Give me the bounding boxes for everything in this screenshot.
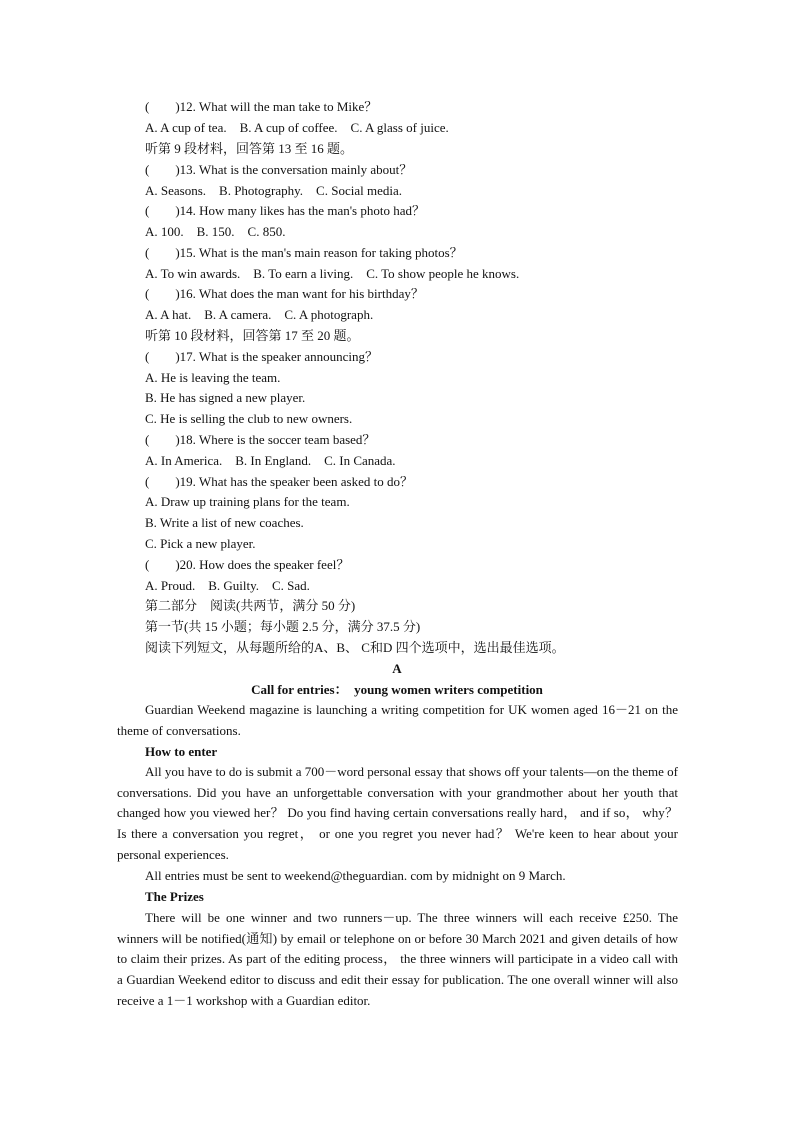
question-17-option-a: A. He is leaving the team. [145, 370, 281, 385]
passage-label: A [392, 661, 402, 676]
how-to-enter-heading: How to enter [145, 744, 218, 759]
prizes-heading: The Prizes [145, 889, 204, 904]
question-20-options: A. Proud. B. Guilty. C. Sad. [145, 578, 310, 593]
question-12-options: A. A cup of tea. B. A cup of coffee. C. A glass of juice. [145, 120, 449, 135]
prizes-body: There will be one winner and two runners－up. The three winners will each receive £250. The winners will be notified(通知) by email or telephone on or before 30 March 2021 and given details of how to claim their prizes. As part of the editing process， the three winners will participate in a video call with a Guardian Weekend editor to discuss and edit their essay for publication. The one overall winner will also receive a 1－1 workshop with a Guardian editor. [117, 910, 678, 1008]
reading-instruction: 阅读下列短文，从每题所给的A、B、 C和D 四个选项中，选出最佳选项。 [145, 640, 565, 655]
section-10-instruction: 听第 10 段材料，回答第 17 至 20 题。 [145, 328, 360, 343]
question-15-options: A. To win awards. B. To earn a living. C. To show people he knows. [145, 266, 520, 281]
question-19-option-a: A. Draw up training plans for the team. [145, 494, 350, 509]
question-15-stem: ( )15. What is the man's main reason for taking photos？ [145, 245, 463, 260]
question-13-stem: ( )13. What is the conversation mainly about？ [145, 162, 413, 177]
reading-section-title: 第一节(共 15 小题；每小题 2.5 分，满分 37.5 分) [145, 619, 421, 634]
reading-part-title: 第二部分 阅读(共两节，满分 50 分) [145, 598, 356, 613]
section-9-instruction: 听第 9 段材料，回答第 13 至 16 题。 [145, 141, 354, 156]
question-19-stem: ( )19. What has the speaker been asked to do？ [145, 474, 413, 489]
passage-intro: Guardian Weekend magazine is launching a writing competition for UK women aged 16－21 on the theme of conversations. [117, 702, 678, 738]
question-19-option-c: C. Pick a new player. [145, 536, 256, 551]
question-19-option-b: B. Write a list of new coaches. [145, 515, 304, 530]
question-17-option-c: C. He is selling the club to new owners. [145, 411, 353, 426]
question-14-options: A. 100. B. 150. C. 850. [145, 224, 286, 239]
question-18-stem: ( )18. Where is the soccer team based？ [145, 432, 376, 447]
question-17-option-b: B. He has signed a new player. [145, 390, 306, 405]
question-18-options: A. In America. B. In England. C. In Canada. [145, 453, 396, 468]
question-20-stem: ( )20. How does the speaker feel？ [145, 557, 350, 572]
passage-title: Call for entries： young women writers competition [251, 682, 543, 697]
question-12-stem: ( )12. What will the man take to Mike？ [145, 99, 378, 114]
entry-deadline: All entries must be sent to weekend@theguardian. com by midnight on 9 March. [145, 868, 566, 883]
question-16-stem: ( )16. What does the man want for his birthday？ [145, 286, 424, 301]
how-to-enter-body: All you have to do is submit a 700－word personal essay that shows off your talents—on the theme of conversations. Did you have an unforgettable conversation with your grandmother about her youth that changed how you viewed her？ Do you find having certain conversations really hard， and if so， why？ Is there a conversation you regret， or one you regret you never had？ We're keen to hear about your personal experiences. [117, 764, 678, 862]
question-14-stem: ( )14. How many likes has the man's photo had？ [145, 203, 425, 218]
question-17-stem: ( )17. What is the speaker announcing？ [145, 349, 378, 364]
question-13-options: A. Seasons. B. Photography. C. Social media. [145, 183, 402, 198]
question-16-options: A. A hat. B. A camera. C. A photograph. [145, 307, 374, 322]
